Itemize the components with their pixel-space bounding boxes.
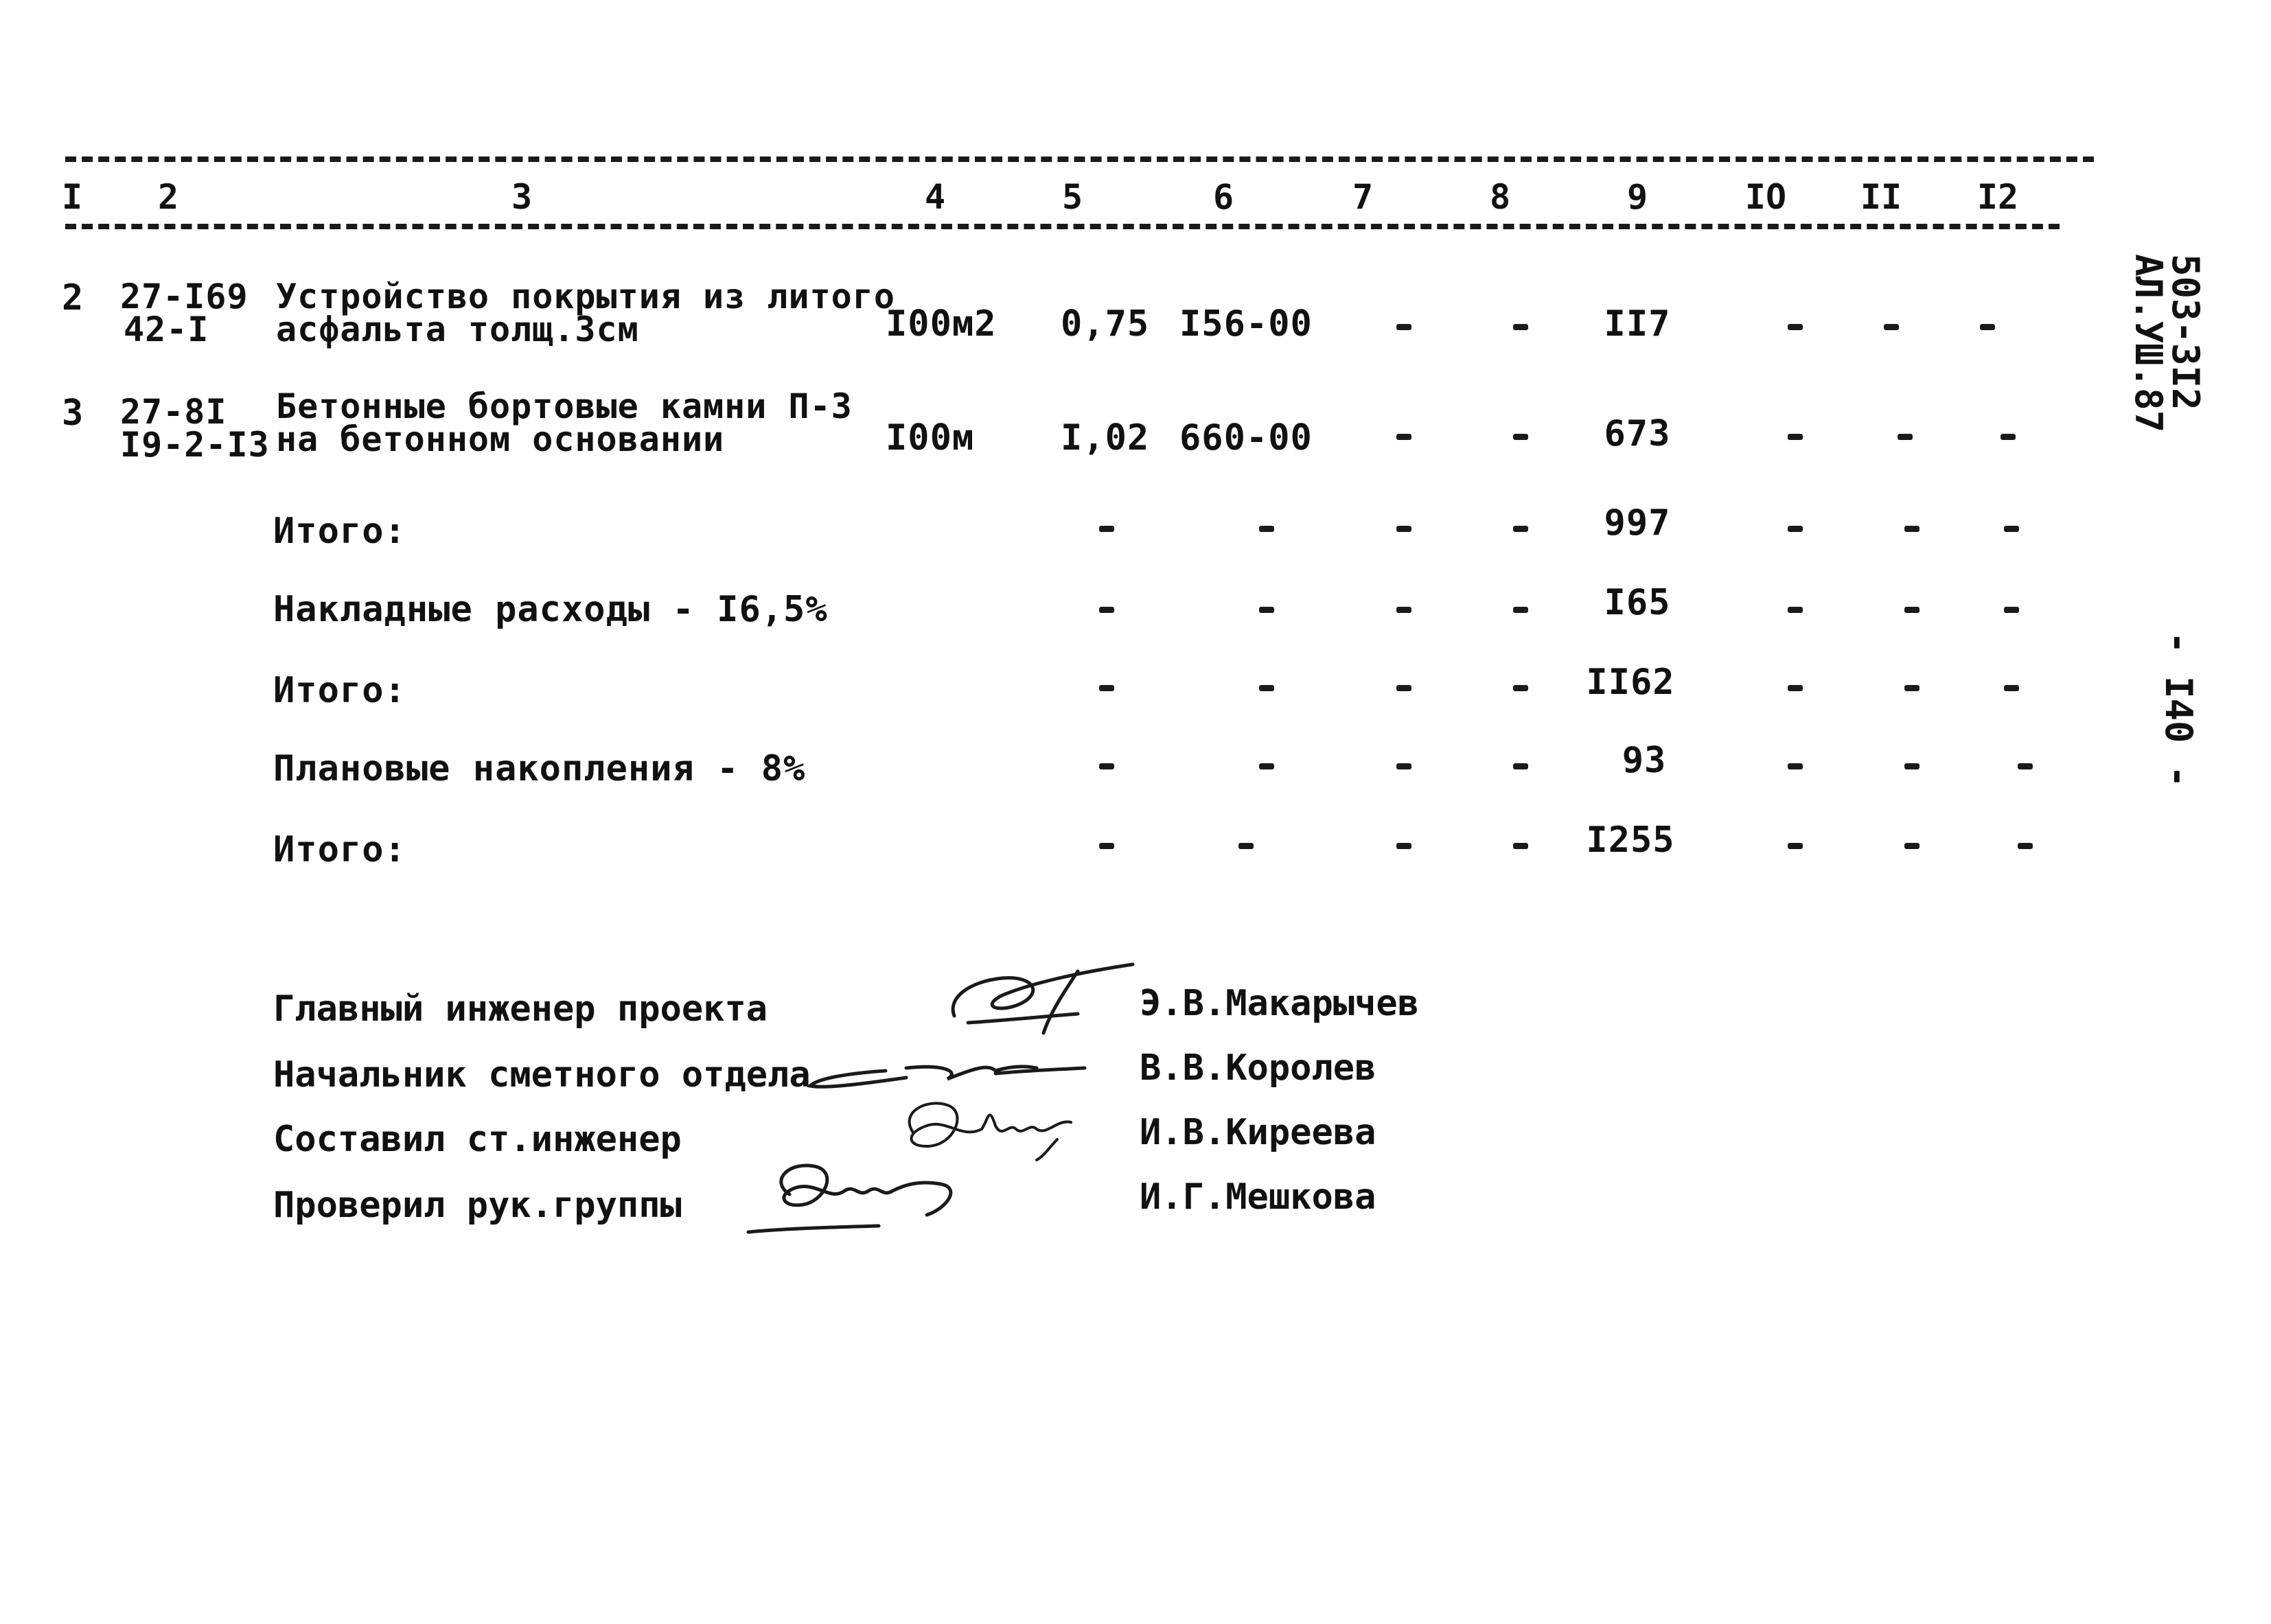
row-total: 673 xyxy=(1604,413,1671,454)
summary-col5-dash xyxy=(1099,526,1114,532)
col-header-10: IO xyxy=(1744,177,1787,217)
row-quantity: I,02 xyxy=(1061,417,1150,459)
summary-value: 997 xyxy=(1604,502,1671,544)
row-code-line1: 27-8I xyxy=(120,392,227,432)
summary-col11-dash xyxy=(1904,843,1920,849)
summary-col7-dash xyxy=(1396,843,1411,849)
row-col8-dash xyxy=(1513,324,1528,330)
row-description-line2: асфальта толщ.3см xyxy=(276,310,639,349)
row-unit: I00м2 xyxy=(886,303,997,345)
document-code-line2: АЛ.УШ.87 xyxy=(2127,254,2170,433)
col-header-9: 9 xyxy=(1626,177,1648,217)
summary-col12-dash xyxy=(2018,763,2033,769)
summary-col8-dash xyxy=(1513,607,1528,613)
signature-name: И.Г.Мешкова xyxy=(1140,1176,1376,1218)
summary-col7-dash xyxy=(1396,607,1411,613)
summary-col11-dash xyxy=(1904,526,1920,532)
signature-name: Э.В.Макарычев xyxy=(1140,983,1419,1024)
summary-col12-dash xyxy=(2004,685,2019,691)
row-description xyxy=(276,386,853,459)
row-code-line1: 27-I69 xyxy=(120,277,249,316)
row-col7-dash xyxy=(1396,324,1411,330)
summary-col6-dash xyxy=(1259,526,1274,532)
summary-col5-dash xyxy=(1099,685,1114,691)
summary-col6-dash xyxy=(1259,607,1274,613)
col-header-5: 5 xyxy=(1061,177,1083,217)
summary-col10-dash xyxy=(1788,843,1803,849)
summary-col8-dash xyxy=(1513,685,1528,691)
signature-role: Проверил рук.группы xyxy=(273,1185,682,1226)
summary-col12-dash xyxy=(2018,843,2033,849)
header-top-rule xyxy=(65,156,2094,162)
col-header-6: 6 xyxy=(1212,177,1234,217)
row-code xyxy=(120,277,249,349)
summary-value: II62 xyxy=(1586,662,1675,703)
row-col12-dash xyxy=(1980,324,1995,330)
header-bottom-rule xyxy=(65,224,2060,229)
col-header-7: 7 xyxy=(1352,177,1374,217)
row-col12-dash xyxy=(2001,434,2016,440)
summary-label: Итого: xyxy=(273,670,406,711)
page-number: - I40 - xyxy=(2157,631,2200,788)
signature-name: И.В.Киреева xyxy=(1140,1112,1376,1153)
summary-col7-dash xyxy=(1396,526,1411,532)
col-header-11: II xyxy=(1860,177,1902,217)
row-price: 660-00 xyxy=(1179,417,1313,459)
summary-col5-dash xyxy=(1099,607,1114,613)
summary-col8-dash xyxy=(1513,843,1528,849)
row-description xyxy=(276,277,895,349)
summary-col10-dash xyxy=(1788,763,1803,769)
signature-role: Главный инженер проекта xyxy=(273,988,768,1030)
summary-col11-dash xyxy=(1904,607,1920,613)
summary-value: I65 xyxy=(1604,582,1671,623)
summary-col12-dash xyxy=(2004,607,2019,613)
row-description-line2: на бетонном основании xyxy=(276,419,725,459)
signature-role: Начальник сметного отдела xyxy=(273,1054,811,1095)
col-header-3: 3 xyxy=(511,177,533,217)
document-code-line1: 503-3I2 xyxy=(2164,254,2207,410)
summary-col6-dash xyxy=(1259,685,1274,691)
summary-col8-dash xyxy=(1513,526,1528,532)
row-col11-dash xyxy=(1898,434,1913,440)
row-price: I56-00 xyxy=(1179,303,1313,345)
document-code xyxy=(2127,254,2207,433)
col-header-2: 2 xyxy=(157,177,179,217)
row-total: II7 xyxy=(1604,303,1671,345)
summary-label: Накладные расходы - I6,5% xyxy=(273,589,828,630)
summary-col7-dash xyxy=(1396,763,1411,769)
summary-col5-dash xyxy=(1099,763,1114,769)
summary-col6-dash xyxy=(1259,763,1274,769)
summary-col12-dash xyxy=(2004,526,2019,532)
summary-label: Итого: xyxy=(273,829,406,870)
row-code-line2: I9-2-I3 xyxy=(120,425,270,465)
col-header-4: 4 xyxy=(924,177,946,217)
col-header-8: 8 xyxy=(1489,177,1511,217)
summary-col11-dash xyxy=(1904,685,1920,691)
handwritten-signature xyxy=(741,1146,975,1249)
summary-label: Плановые накопления - 8% xyxy=(273,748,806,789)
summary-col11-dash xyxy=(1904,763,1920,769)
row-number: 3 xyxy=(62,393,84,434)
summary-col6-dash xyxy=(1238,843,1254,849)
signature-name: В.В.Королев xyxy=(1140,1047,1376,1089)
row-quantity: 0,75 xyxy=(1061,303,1150,345)
row-col10-dash xyxy=(1788,434,1803,440)
row-code xyxy=(120,392,270,465)
summary-col7-dash xyxy=(1396,685,1411,691)
summary-col8-dash xyxy=(1513,763,1528,769)
row-number: 2 xyxy=(62,277,84,318)
row-col8-dash xyxy=(1513,434,1528,440)
summary-value: I255 xyxy=(1586,820,1675,861)
row-col11-dash xyxy=(1884,324,1899,330)
signature-role: Составил ст.инженер xyxy=(273,1119,682,1160)
handwritten-signature xyxy=(941,958,1140,1040)
row-unit: I00м xyxy=(886,417,975,459)
summary-col5-dash xyxy=(1099,843,1114,849)
col-header-1: I xyxy=(61,177,83,217)
row-col7-dash xyxy=(1396,434,1411,440)
row-description-line1: Бетонные бортовые камни П-3 xyxy=(276,386,853,426)
col-header-12: I2 xyxy=(1976,177,2019,217)
row-col10-dash xyxy=(1788,324,1803,330)
summary-col10-dash xyxy=(1788,607,1803,613)
summary-value: 93 xyxy=(1622,740,1667,781)
summary-col10-dash xyxy=(1788,685,1803,691)
row-code-line2: 42-I xyxy=(124,310,209,349)
row-description-line1: Устройство покрытия из литого xyxy=(276,277,895,316)
handwritten-signature xyxy=(803,1043,1092,1098)
summary-label: Итого: xyxy=(273,511,406,552)
summary-col10-dash xyxy=(1788,526,1803,532)
